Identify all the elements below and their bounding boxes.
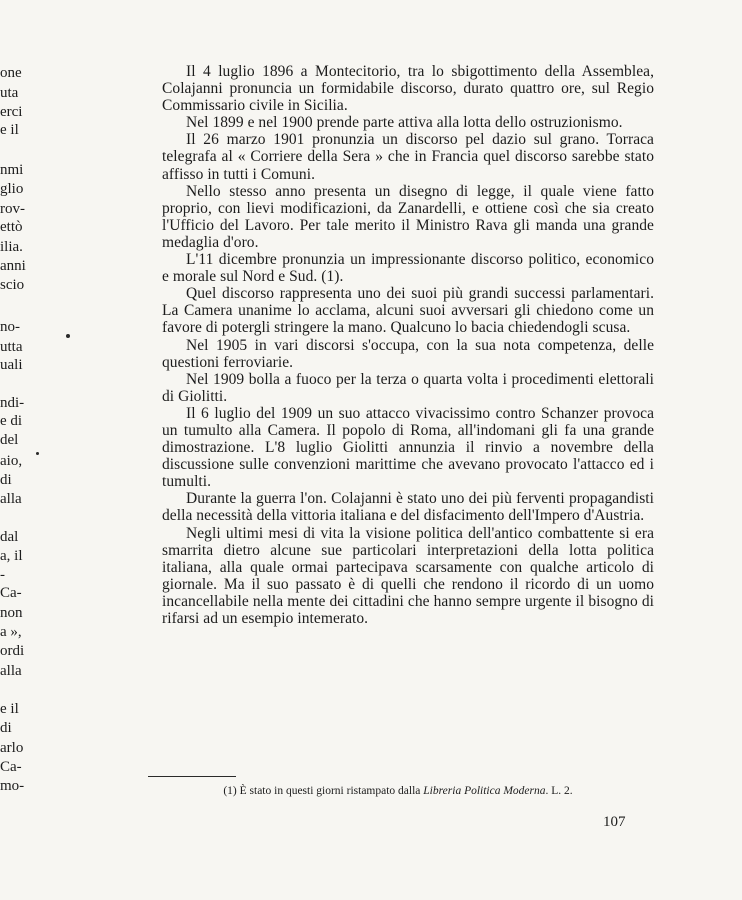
margin-fragment: anni <box>0 258 26 274</box>
margin-fragment: erci <box>0 104 23 120</box>
margin-fragment: e il <box>0 122 19 138</box>
margin-fragment: utta <box>0 339 23 355</box>
footnote-publisher: Libreria Politica Moderna <box>423 785 546 797</box>
margin-fragment: no- <box>0 319 20 335</box>
margin-fragment: rov- <box>0 201 25 217</box>
paragraph: Nel 1905 in vari discorsi s'occupa, con la sua nota competenza, delle questioni ferroviarie. <box>162 336 654 371</box>
paragraph: Il 26 marzo 1901 pronunzia un discorso pel dazio sul grano. Torraca telegrafa al « Corriere della Sera » che in Francia quel discorso sarebbe stato affisso in tutti i Comuni. <box>162 131 654 183</box>
margin-fragment: alla <box>0 491 22 507</box>
margin-fragment: mo- <box>0 778 25 794</box>
margin-fragment: di <box>0 472 12 488</box>
footnote <box>158 784 638 798</box>
margin-fragment: Ca- <box>0 759 22 775</box>
margin-fragment: a », <box>0 624 22 640</box>
margin-fragment: uta <box>0 85 19 101</box>
margin-fragment: a, il <box>0 548 23 564</box>
ink-speck <box>66 334 70 338</box>
margin-fragment: nmi <box>0 162 24 178</box>
margin-fragment: ordi <box>0 643 25 659</box>
margin-fragment: ettò <box>0 219 23 235</box>
paragraph: Durante la guerra l'on. Colajanni è stato uno dei più ferventi propagandisti della necessità della vittoria italiana e del disfacimento dell'Impero d'Austria. <box>162 490 654 525</box>
page-number: 107 <box>603 814 626 830</box>
paragraph: Nel 1909 bolla a fuoco per la terza o quarta volta i procedimenti elettorali di Giolitti. <box>162 370 654 405</box>
margin-fragment: uali <box>0 357 23 373</box>
footnote-text: È stato in questi giorni ristampato dalla <box>239 785 421 797</box>
paragraph: Negli ultimi mesi di vita la visione politica dell'antico combattente si era smarrita dietro alcune sue particolari interpretazioni della lotta politica italiana, alla quale ormai partecipava scarsamente con qualche articolo di giornale. Ma il suo passato è di quelli che rendono il ricordo di un uomo incancellabile nella mente dei cittadini che hanno sempre urgente il bisogno di rifarsi ad un esempio intemerato. <box>162 524 654 627</box>
footnote-divider <box>148 776 236 777</box>
paragraph: Quel discorso rappresenta uno dei suoi più grandi successi parlamentari. La Camera unanime lo acclama, alcuni suoi avversari gli chiedono come un favore di potergli stringere la mano. Qualcuno lo bacia chiedendogli scusa. <box>162 285 654 337</box>
margin-fragment: arlo <box>0 740 24 756</box>
margin-fragment: glio <box>0 181 24 197</box>
margin-fragment: Ca- <box>0 585 22 601</box>
ink-speck <box>36 452 39 455</box>
margin-fragment: aio, <box>0 453 23 469</box>
margin-fragment: - <box>0 567 5 583</box>
paragraph: Il 6 luglio del 1909 un suo attacco vivacissimo contro Schanzer provoca un tumulto alla Camera. Il popolo di Roma, all'indomani gli fa una grande dimostrazione. L'8 luglio Giolitti annunzia il rinvio a novembre della discussione sulle convenzioni marittime che avevano provocato l'attacco ed i tumulti. <box>162 404 654 491</box>
paragraph: Nello stesso anno presenta un disegno di legge, il quale viene fatto proprio, con lievi modificazioni, da Zanardelli, e ottiene così che sia creato l'Ufficio del Lavoro. Per tale merito il Ministro Rava gli manda una grande medaglia d'oro. <box>162 182 654 251</box>
footnote-marker: (1) <box>223 785 237 797</box>
margin-fragment: alla <box>0 663 22 679</box>
margin-fragment: ndi- <box>0 395 25 411</box>
margin-fragment: one <box>0 65 22 81</box>
main-text-block <box>162 63 654 627</box>
margin-fragment: non <box>0 605 23 621</box>
margin-fragment: e il <box>0 701 19 717</box>
margin-fragment: scio <box>0 277 25 293</box>
paragraph: Nel 1899 e nel 1900 prende parte attiva alla lotta dello ostruzionismo. <box>186 114 623 132</box>
margin-fragment: del <box>0 432 19 448</box>
margin-fragment: dal <box>0 529 19 545</box>
left-margin-fragments <box>0 0 36 900</box>
margin-fragment: ilia. <box>0 239 23 255</box>
paragraph: Il 4 luglio 1896 a Montecitorio, tra lo sbigottimento della Assemblea, Colajanni pronuncia un formidabile discorso, durato quattro ore, sul Regio Commissario civile in Sicilia. <box>162 63 654 115</box>
paragraph: L'11 dicembre pronunzia un impressionante discorso politico, economico e morale sul Nord e Sud. (1). <box>162 251 654 286</box>
footnote-price: . L. 2. <box>545 785 573 797</box>
margin-fragment: e di <box>0 413 23 429</box>
margin-fragment: di <box>0 720 12 736</box>
